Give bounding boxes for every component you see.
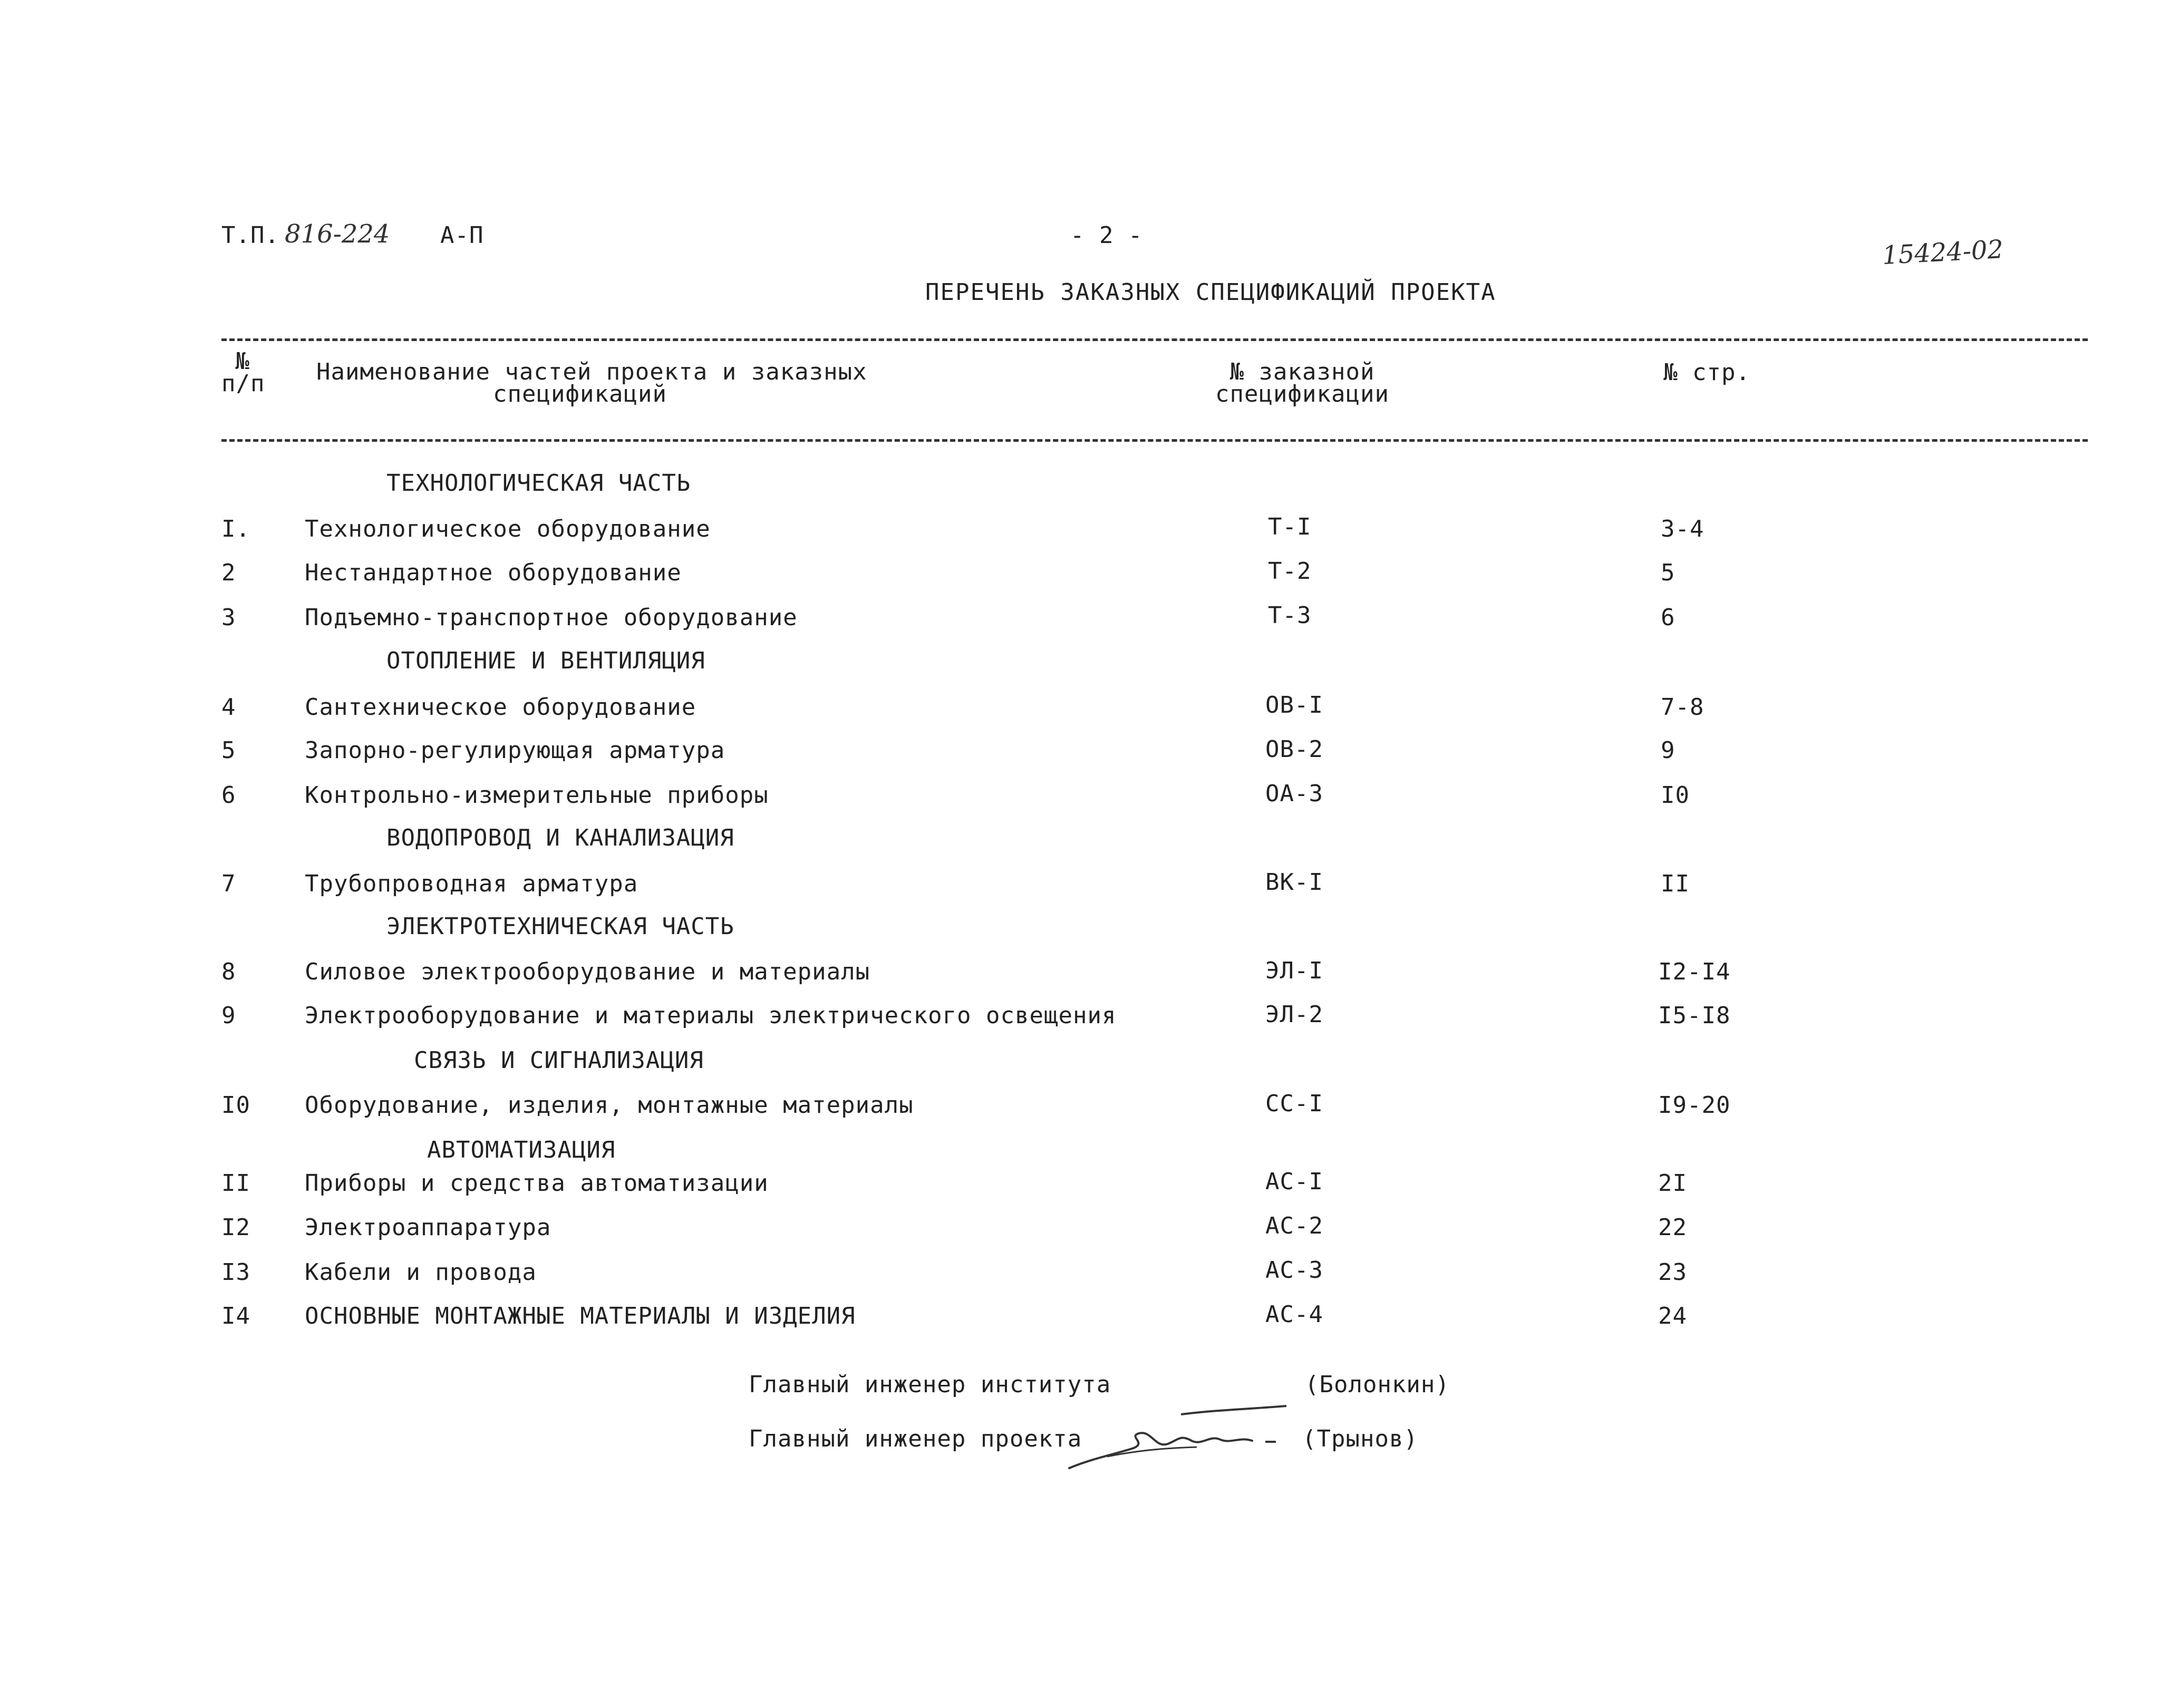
row-number: 9	[221, 1002, 236, 1029]
signature-upper-stroke	[1181, 1406, 1286, 1414]
row-name: Контрольно-измерительные приборы	[305, 782, 769, 809]
row-number: 4	[221, 694, 236, 721]
row-spec: АС-4	[1265, 1301, 1323, 1328]
signature-role: Главный инженер института	[749, 1371, 1111, 1398]
row-number: I3	[221, 1259, 250, 1286]
row-name: Сантехническое оборудование	[305, 694, 696, 721]
row-number: 7	[221, 870, 236, 897]
row-name: Технологическое оборудование	[305, 516, 711, 542]
row-number: I2	[221, 1214, 250, 1241]
row-name: Электроаппаратура	[305, 1214, 551, 1241]
row-name: Кабели и провода	[305, 1259, 537, 1286]
table-header-rule	[221, 439, 2088, 442]
column-header-page: № стр.	[1663, 359, 1750, 386]
row-number: I4	[221, 1303, 250, 1329]
row-name: Трубопроводная арматура	[305, 870, 638, 897]
section-heading: ТЕХНОЛОГИЧЕСКАЯ ЧАСТЬ	[386, 470, 691, 497]
row-number: 5	[221, 737, 236, 764]
row-spec: ЭЛ-2	[1265, 1001, 1323, 1028]
row-page: 9	[1661, 737, 1676, 764]
row-name: Силовое электрооборудование и материалы	[305, 958, 870, 985]
row-page: 5	[1661, 559, 1676, 586]
row-number: II	[221, 1170, 250, 1197]
section-heading: ЭЛЕКТРОТЕХНИЧЕСКАЯ ЧАСТЬ	[386, 913, 734, 940]
column-header-name-line1: Наименование частей проекта и заказных	[316, 358, 867, 385]
row-spec: ОВ-2	[1265, 736, 1323, 763]
row-name: Подъемно-транспортное оборудование	[305, 604, 798, 631]
row-number: I.	[221, 516, 250, 542]
row-page: 3-4	[1661, 516, 1705, 542]
signature-name: (Болонкин)	[1305, 1371, 1450, 1398]
signature-name: (Трынов)	[1302, 1425, 1418, 1452]
row-page: I2-I4	[1658, 958, 1731, 985]
row-page: I0	[1661, 782, 1690, 809]
row-spec: ОА-3	[1265, 780, 1323, 807]
table-top-rule	[221, 338, 2088, 341]
page-title: ПЕРЕЧЕНЬ ЗАКАЗНЫХ СПЕЦИФИКАЦИЙ ПРОЕКТА	[925, 279, 1496, 306]
row-spec: СС-I	[1265, 1090, 1323, 1117]
column-header-name	[316, 358, 867, 407]
section-heading: СВЯЗЬ И СИГНАЛИЗАЦИЯ	[414, 1047, 704, 1074]
row-spec: АС-I	[1265, 1168, 1323, 1195]
row-name: Электрооборудование и материалы электрического освещения	[305, 1002, 1117, 1029]
column-header-number-line2: п/п	[221, 370, 265, 397]
row-name: Приборы и средства автоматизации	[305, 1170, 769, 1197]
row-number: 6	[221, 782, 236, 809]
column-header-number	[221, 348, 265, 397]
row-page: 22	[1658, 1214, 1687, 1241]
row-spec: Т-2	[1268, 558, 1312, 585]
doc-number: 816-224	[285, 219, 390, 249]
handwritten-signature	[1060, 1400, 1308, 1473]
row-name: Запорно-регулирующая арматура	[305, 737, 725, 764]
row-page: 7-8	[1661, 694, 1705, 721]
album-code: А-П	[440, 222, 484, 249]
column-header-spec-line2: спецификации	[1215, 381, 1389, 407]
row-page: 2I	[1658, 1170, 1687, 1197]
page-number: - 2 -	[1070, 222, 1143, 249]
signature-main-stroke	[1069, 1433, 1252, 1468]
row-spec: Т-I	[1268, 513, 1312, 540]
row-name: Оборудование, изделия, монтажные материалы	[305, 1092, 914, 1119]
row-page: 6	[1661, 604, 1676, 631]
row-page: 23	[1658, 1259, 1687, 1286]
archive-number: 15424-02	[1881, 235, 2004, 270]
signature-role: Главный инженер проекта	[749, 1425, 1082, 1452]
row-spec: ВК-I	[1265, 869, 1323, 896]
row-spec: АС-2	[1265, 1212, 1323, 1239]
column-header-number-line1: №	[235, 348, 250, 375]
section-heading: АВТОМАТИЗАЦИЯ	[427, 1137, 616, 1163]
row-name: ОСНОВНЫЕ МОНТАЖНЫЕ МАТЕРИАЛЫ И ИЗДЕЛИЯ	[305, 1303, 856, 1329]
row-spec: ЭЛ-I	[1265, 957, 1323, 984]
row-page: I5-I8	[1658, 1002, 1731, 1029]
column-header-name-line2: спецификаций	[493, 381, 667, 407]
row-spec: Т-3	[1268, 602, 1312, 629]
section-heading: ОТОПЛЕНИЕ И ВЕНТИЛЯЦИЯ	[386, 647, 705, 674]
row-number: 3	[221, 604, 236, 631]
row-number: I0	[221, 1092, 250, 1119]
row-number: 2	[221, 559, 236, 586]
row-spec: ОВ-I	[1265, 692, 1323, 719]
row-page: 24	[1658, 1303, 1687, 1329]
row-name: Нестандартное оборудование	[305, 559, 682, 586]
section-heading: ВОДОПРОВОД И КАНАЛИЗАЦИЯ	[386, 824, 734, 851]
row-page: II	[1661, 870, 1690, 897]
doc-prefix: Т.П.	[221, 222, 279, 249]
row-spec: АС-3	[1265, 1257, 1323, 1284]
column-header-spec	[1181, 358, 1423, 407]
row-page: I9-20	[1658, 1092, 1731, 1119]
column-header-spec-line1: № заказной	[1229, 358, 1375, 385]
row-number: 8	[221, 958, 236, 985]
